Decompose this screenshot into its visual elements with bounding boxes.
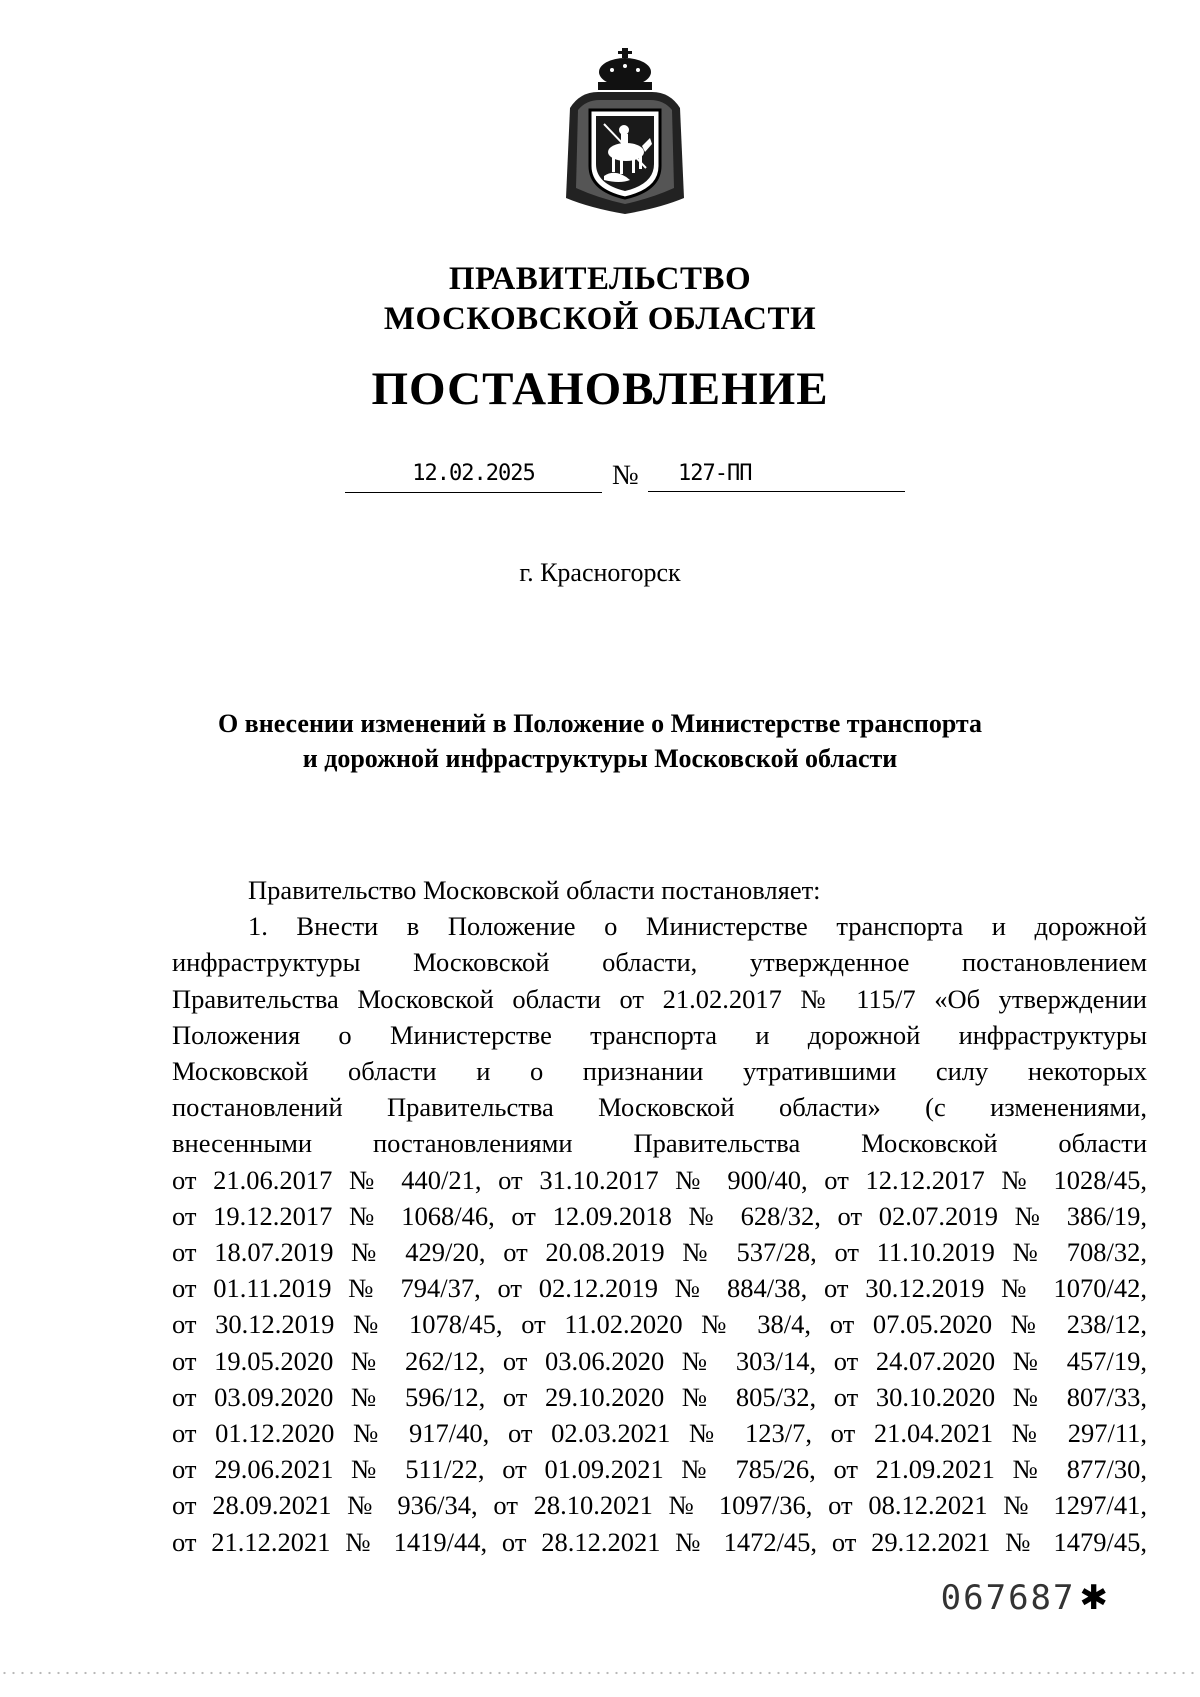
subject-line-1: О внесении изменений в Положение о Министерстве транспорта <box>217 709 983 738</box>
document-type-title: ПОСТАНОВЛЕНИЕ <box>371 363 829 415</box>
preamble: Правительство Московской области постановляет: <box>248 875 821 905</box>
paragraph-line: от 01.12.2020 № 917/40, от 02.03.2021 № 123/7, от 21.04.2021 № 297/11, <box>172 1418 1147 1449</box>
organization-name-line-2: МОСКОВСКОЙ ОБЛАСТИ <box>383 301 817 337</box>
paragraph-line: от 01.11.2019 № 794/37, от 02.12.2019 № 884/38, от 30.12.2019 № 1070/42, <box>172 1273 1147 1304</box>
scan-noise-border <box>0 1670 1200 1676</box>
paragraph-line: Московской области и о признании утратившими силу некоторых <box>172 1056 1147 1087</box>
paragraph-1 <box>172 908 1147 1560</box>
paragraph-line: от 21.12.2021 № 1419/44, от 28.12.2021 № 1472/45, от 29.12.2021 № 1479/45, <box>172 1526 1147 1557</box>
paragraph-line: Правительства Московской области от 21.02.2017 № 115/7 «Об утверждении <box>172 983 1147 1014</box>
number-sign-label: № <box>612 460 639 491</box>
paragraph-line: от 03.09.2020 № 596/12, от 29.10.2020 № 805/32, от 30.10.2020 № 807/33, <box>172 1381 1147 1412</box>
paragraph-line: от 29.06.2021 № 511/22, от 01.09.2021 № 785/26, от 21.09.2021 № 877/30, <box>172 1454 1147 1485</box>
subject-line-2: и дорожной инфраструктуры Московской области <box>302 744 898 773</box>
document-subject <box>0 706 1200 776</box>
organization-name-line-1: ПРАВИТЕЛЬСТВО <box>448 261 752 297</box>
paragraph-line: 1. Внести в Положение о Министерстве транспорта и дорожной <box>248 911 1147 942</box>
paragraph-line: внесенными постановлениями Правительства Московской области <box>172 1128 1147 1159</box>
paragraph-line: от 19.05.2020 № 262/12, от 03.06.2020 № 303/14, от 24.07.2020 № 457/19, <box>172 1345 1147 1376</box>
serial-number-text: 067687 <box>940 1578 1076 1618</box>
document-number: 127-ПП <box>648 456 905 492</box>
paragraph-line: от 30.12.2019 № 1078/45, от 11.02.2020 № 38/4, от 07.05.2020 № 238/12, <box>172 1309 1147 1340</box>
paragraph-line: от 21.06.2017 № 440/21, от 31.10.2017 № 900/40, от 12.12.2017 № 1028/45, <box>172 1164 1147 1195</box>
coat-of-arms-icon <box>560 48 690 216</box>
paragraph-line: от 19.12.2017 № 1068/46, от 12.09.2018 № 628/32, от 02.07.2019 № 386/19, <box>172 1200 1147 1231</box>
paragraph-line: Положения о Министерстве транспорта и дорожной инфраструктуры <box>172 1019 1147 1050</box>
city-name: г. Красногорск <box>519 558 681 587</box>
paragraph-line: постановлений Правительства Московской области» (с изменениями, <box>172 1092 1147 1123</box>
serial-number <box>941 1578 1110 1618</box>
document-date: 12.02.2025 <box>345 456 602 493</box>
document-body <box>172 872 1147 1560</box>
asterisk-mark: ✱ <box>1079 1578 1110 1618</box>
paragraph-line: от 18.07.2019 № 429/20, от 20.08.2019 № 537/28, от 11.10.2019 № 708/32, <box>172 1237 1147 1268</box>
registration-line <box>0 456 1200 496</box>
paragraph-line: от 28.09.2021 № 936/34, от 28.10.2021 № 1097/36, от 08.12.2021 № 1297/41, <box>172 1490 1147 1521</box>
paragraph-line: инфраструктуры Московской области, утвержденное постановлением <box>172 947 1147 978</box>
